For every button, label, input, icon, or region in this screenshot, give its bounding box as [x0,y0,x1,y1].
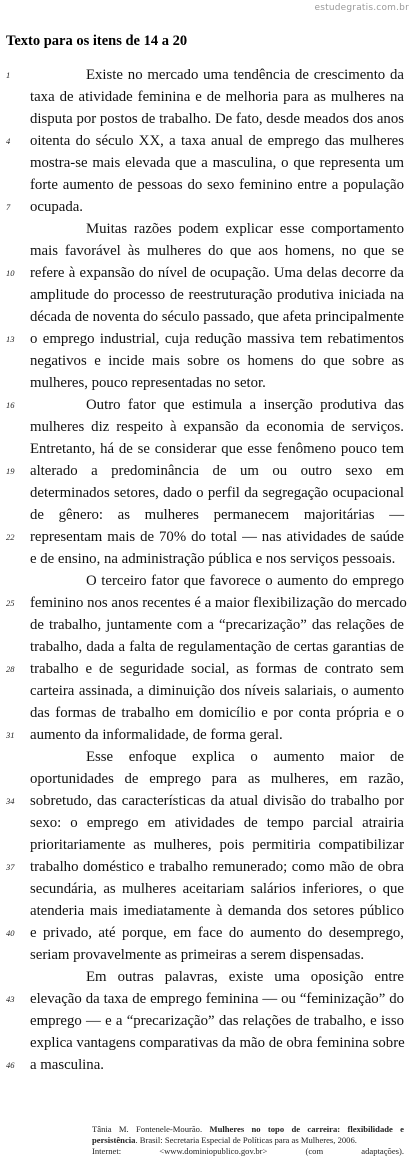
line-number: 13 [6,334,15,344]
text-line: aumento da informalidade, de forma geral. [30,727,283,743]
line-number: 37 [6,862,15,872]
text-line: negativos e incide mais sobre os homens do que sobre as [30,353,404,369]
line-number: 16 [6,400,15,410]
text-line: Existe no mercado uma tendência de crescimento da [86,67,404,83]
line-number: 25 [6,598,15,608]
text-line: ocupada. [30,199,83,215]
text-line: alterado a predominância de um ou outro sexo em [30,463,404,479]
line-number: 28 [6,664,15,674]
text-line: carteira assinada, a diminuição dos níveis salariais, o aumento [30,683,404,699]
text-line: trabalho e de seguridade social, as formas de contrato sem [30,661,404,677]
text-line: sexo: o emprego em atividades de tempo parcial atrairia [30,815,404,831]
text-line: trabalho, dada a falta de regulamentação de certas garantias de [30,639,404,655]
line-number: 19 [6,466,15,476]
text-line: oportunidades de emprego para as mulheres, em razão, [30,771,404,787]
text-line: das formas de trabalho em domicílio e por conta própria e o [30,705,404,721]
line-number: 22 [6,532,15,542]
text-line: Em outras palavras, existe uma oposição entre [86,969,404,985]
text-line: forte aumento de pessoas do sexo feminino entre a população [30,177,404,193]
text-line: mostra-se mais elevada que a masculina, o que representa um [30,155,404,171]
text-line: representam mais de 70% do total — nas atividades de saúde [30,529,404,545]
text-line: década de noventa do século passado, que afeta principalmente [30,309,404,325]
text-line: de trabalho, juntamente com a “precarização” das relações de [30,617,404,633]
line-number: 40 [6,928,15,938]
text-line: amplitude do processo de reestruturação produtiva iniciada na [30,287,404,303]
text-line: a masculina. [30,1057,104,1073]
line-number: 31 [6,730,15,740]
line-number: 46 [6,1060,15,1070]
text-line: disputa por postos de trabalho. De fato, desde meados dos anos [30,111,404,127]
text-line: mulheres diz respeito à expansão da economia de serviços. [30,419,404,435]
text-line: e de ensino, na administração pública e nos serviços pessoais. [30,551,396,567]
text-line: O terceiro fator que favorece o aumento do emprego [86,573,404,589]
text-line: mulheres, pouco representadas no setor. [30,375,266,391]
section-heading: Texto para os itens de 14 a 20 [6,33,188,49]
text-line: secundária, as mulheres aceitariam salários inferiores, o que [30,881,404,897]
text-line: emprego — e a “precarização” das relações de trabalho, e isso [30,1013,404,1029]
line-number: 34 [6,796,15,806]
source-publisher: . Brasil: Secretaria Especial de Políticas para as Mulheres, 2006. [135,1135,357,1145]
text-line: explica vantagens comparativas da mão de obra feminina sobre [30,1035,405,1051]
text-line: refere à expansão do nível de ocupação. Uma delas decorre da [30,265,404,281]
text-line: atenderia mais imediatamente à demanda dos setores público [30,903,404,919]
text-line: seriam provavelmente as primeiras a serem dispensadas. [30,947,365,963]
text-line: e privado, até porque, em face do aumento do desemprego, [30,925,404,941]
text-line: trabalho doméstico e trabalho remunerado; como mão de obra [30,859,404,875]
source-author: Tânia M. Fontenele-Mourão. [92,1124,203,1134]
text-line: mais favorável às mulheres do que aos homens, no que se [30,243,404,259]
site-watermark: estudegratis.com.br [314,3,409,13]
text-line: Esse enfoque explica o aumento maior de [86,749,404,765]
text-line: de gênero: as mulheres permanecem majoritárias — [30,507,404,523]
line-number: 1 [6,70,11,80]
text-line: elevação da taxa de emprego feminina — ou “feminização” do [30,991,404,1007]
text-line: determinados setores, dado o perfil da segregação ocupacional [30,485,404,501]
source-title: Mulheres no topo de carreira: flexibilidade e persistência [92,1124,404,1145]
line-number: 10 [6,268,15,278]
text-line: Outro fator que estimula a inserção produtiva das [86,397,404,413]
text-line: oitenta do século XX, a taxa anual de emprego das mulheres [30,133,404,149]
line-number: 7 [6,202,11,212]
source-citation [92,1124,404,1157]
line-number: 43 [6,994,15,1004]
text-line: taxa de atividade feminina e de melhoria para as mulheres na [30,89,404,105]
text-line: o emprego industrial, cuja redução massiva tem rebatimentos [30,331,404,347]
text-line: sobretudo, das características da atual divisão do trabalho por [30,793,404,809]
source-internet: Internet: <www.dominiopublico.gov.br> (com adaptações). [92,1146,404,1156]
text-line: feminino nos anos recentes é a maior flexibilização do mercado [30,595,407,611]
text-line: Muitas razões podem explicar esse comportamento [86,221,404,237]
line-number: 4 [6,136,11,146]
text-line: prioritariamente as mulheres, pois permitiria compatibilizar [30,837,404,853]
text-line: Entretanto, há de se considerar que esse fenômeno pouco tem [30,441,404,457]
